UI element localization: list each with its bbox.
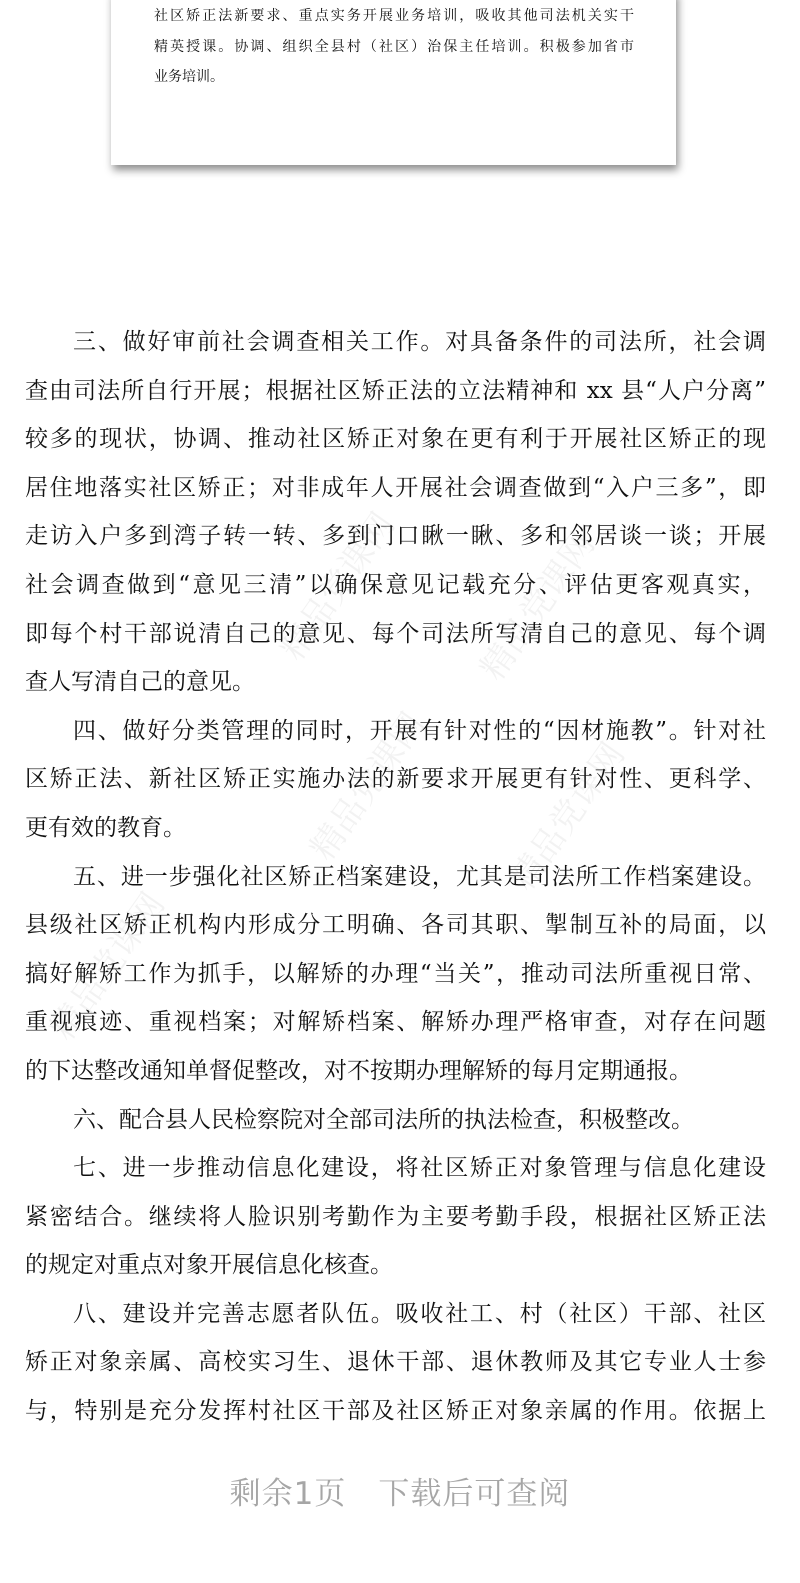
paragraph-line: 紧密结合。继续将人脸识别考勤作为主要考勤手段，根据社区矫正法 — [25, 1203, 766, 1230]
paragraph-line: 四、做好分类管理的同时，开展有针对性的“因材施教”。针对社 — [73, 717, 766, 744]
paragraph-line: 六、配合县人民检察院对全部司法所的执法检查，积极整改。 — [73, 1106, 694, 1133]
paragraph-line: 重视痕迹、重视档案；对解矫档案、解矫办理严格审查，对存在问题 — [25, 1009, 766, 1036]
paragraph-line: 即每个村干部说清自己的意见、每个司法所写清自己的意见、每个调 — [25, 620, 766, 647]
paragraph-line: 查由司法所自行开展；根据社区矫正法的立法精神和 xx 县“人户分离” — [25, 377, 766, 404]
card-line: 业务培训。 — [154, 69, 224, 85]
paragraph-line: 社会调查做到“意见三清”以确保意见记载充分、评估更客观真实， — [25, 571, 766, 598]
paragraph-line: 与，特别是充分发挥村社区干部及社区矫正对象亲属的作用。依据上 — [25, 1398, 766, 1425]
paragraph-line: 走访入户多到湾子转一转、多到门口瞅一瞅、多和邻居谈一谈；开展 — [25, 523, 766, 550]
paragraph-line: 八、建设并完善志愿者队伍。吸收社工、村（社区）干部、社区 — [73, 1300, 766, 1327]
paragraph-line: 搞好解矫工作为抓手，以解矫的办理“当关”，推动司法所重视日常、 — [25, 960, 766, 987]
paragraph-line: 的规定对重点对象开展信息化核查。 — [25, 1252, 393, 1279]
remaining-pages-label: 剩余1页 — [229, 1476, 347, 1512]
paragraph-line: 三、做好审前社会调查相关工作。对具备条件的司法所，社会调 — [73, 329, 766, 355]
paragraph-line: 矫正对象亲属、高校实习生、退休干部、退休教师及其它专业人士参 — [25, 1349, 766, 1376]
watermark: 精品党课网 — [302, 705, 434, 868]
card-line: 精英授课。协调、组织全县村（社区）治保主任培训。积极参加省市 — [154, 39, 634, 55]
watermark: 精品党课网 — [42, 885, 174, 1048]
document-body — [25, 322, 766, 1440]
download-prompt[interactable] — [0, 1468, 800, 1513]
card-line: 社区矫正法新要求、重点实务开展业务培训，吸收其他司法机关实干 — [154, 8, 634, 24]
paragraph-line: 查人写清自己的意见。 — [25, 669, 255, 696]
paragraph-line: 县级社区矫正机构内形成分工明确、各司其职、掣制互补的局面，以 — [25, 912, 766, 939]
paragraph-line: 的下达整改通知单督促整改，对不按期办理解矫的每月定期通报。 — [25, 1057, 692, 1084]
paragraph-line: 居住地落实社区矫正；对非成年人开展社会调查做到“入户三多”，即 — [25, 474, 766, 501]
paragraph-line: 七、进一步推动信息化建设，将社区矫正对象管理与信息化建设 — [73, 1155, 766, 1182]
paragraph-line: 区矫正法、新社区矫正实施办法的新要求开展更有针对性、更科学、 — [25, 766, 766, 793]
paragraph-line: 更有效的教育。 — [25, 814, 186, 841]
watermark: 精品党课网 — [472, 525, 604, 688]
previous-page-card — [111, 0, 676, 165]
paragraph-line: 五、进一步强化社区矫正档案建设，尤其是司法所工作档案建设。 — [73, 863, 766, 890]
watermark: 精品党课网 — [272, 505, 404, 668]
watermark: 精品党课网 — [502, 735, 634, 898]
paragraph-line: 较多的现状，协调、推动社区矫正对象在更有利于开展社区矫正的现 — [25, 426, 766, 453]
download-hint-label: 下载后可查阅 — [378, 1476, 571, 1512]
